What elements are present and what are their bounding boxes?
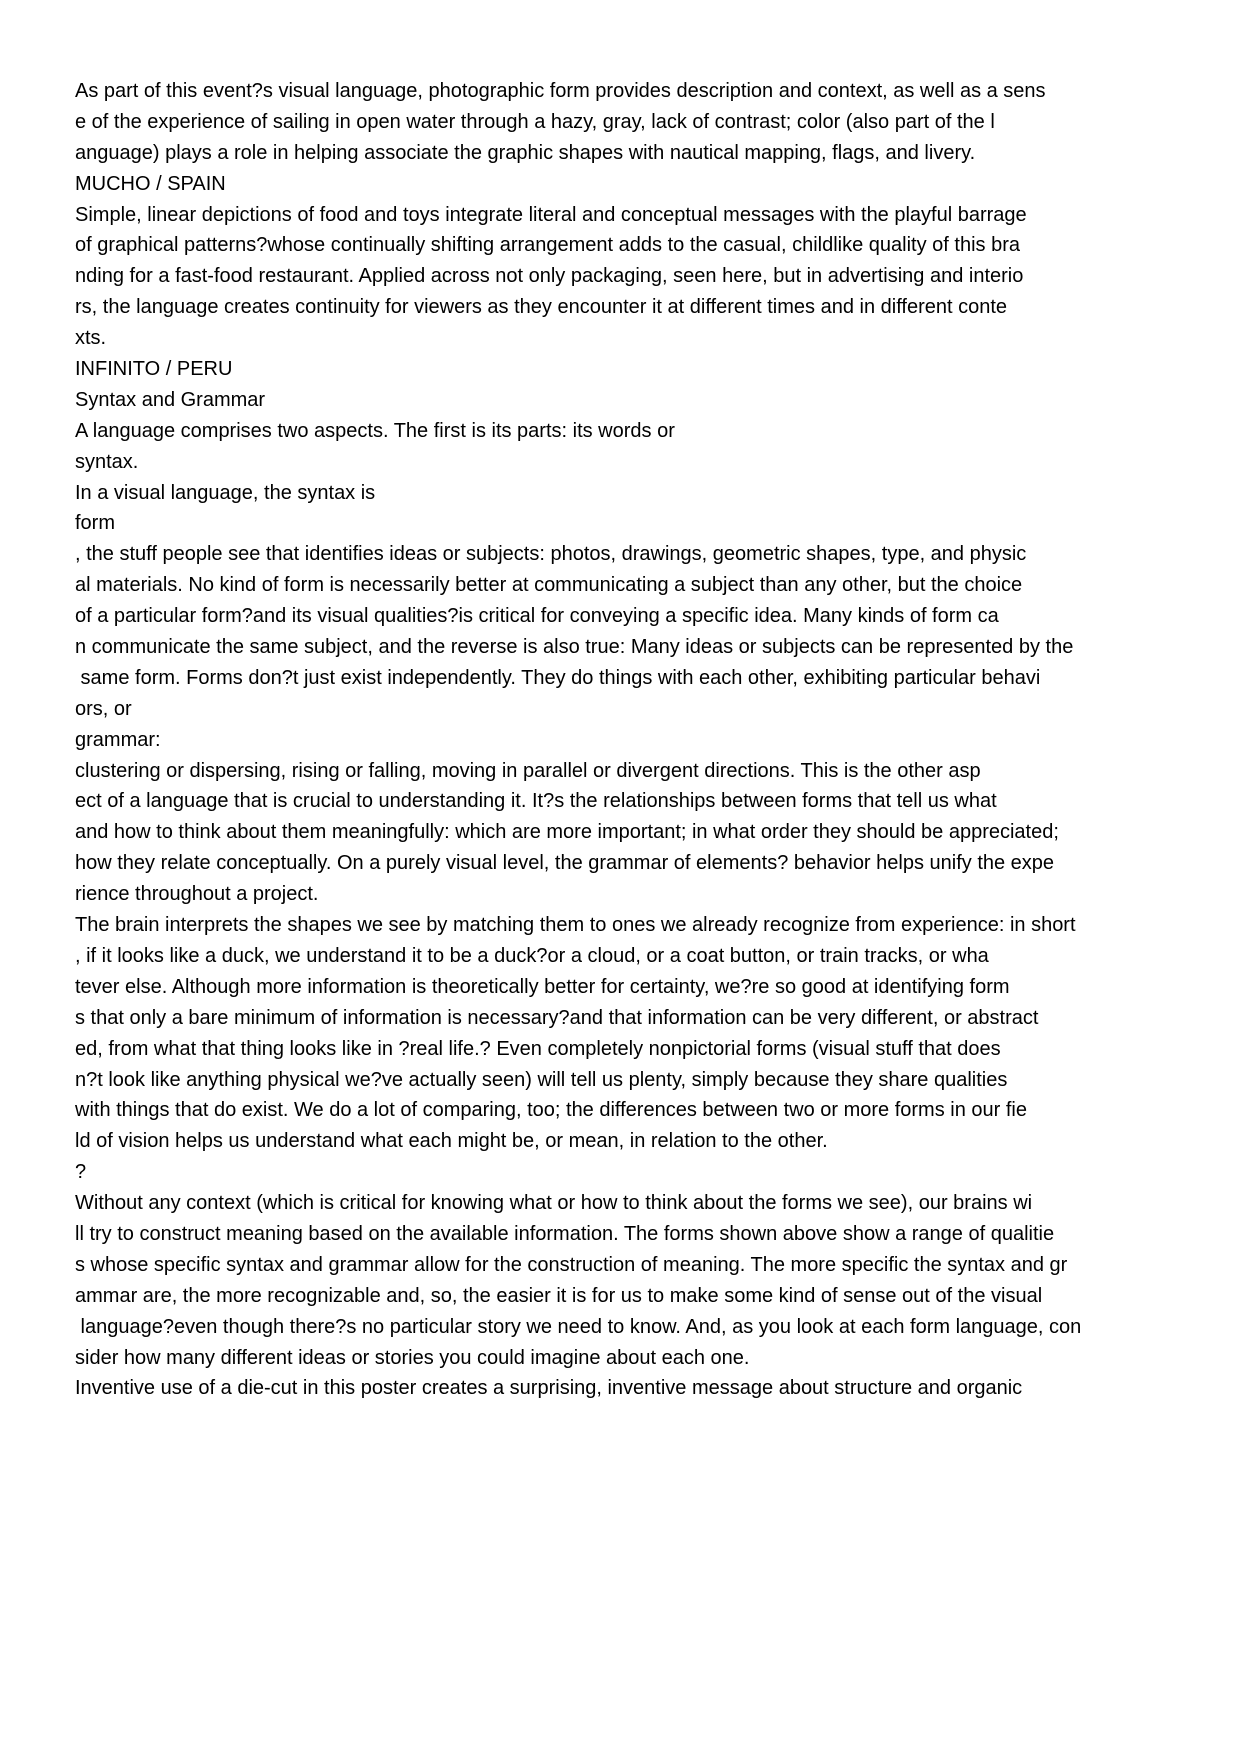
caption-heading: INFINITO / PERU: [75, 358, 233, 381]
text-line: s that only a bare minimum of information is necessary?and that information can be very different, or abstract: [75, 1006, 1039, 1029]
text-line: rience throughout a project.: [75, 883, 319, 906]
text-line: Without any context (which is critical for knowing what or how to think about the forms we see), our brains wi: [75, 1192, 1033, 1215]
text-line: A language comprises two aspects. The first is its parts: its words or: [75, 419, 675, 442]
text-line: of graphical patterns?whose continually shifting arrangement adds to the casual, childlike quality of this bra: [75, 234, 1020, 257]
text-line: sider how many different ideas or stories you could imagine about each one.: [75, 1346, 750, 1369]
text-line: al materials. No kind of form is necessarily better at communicating a subject than any other, but the choice: [75, 574, 1023, 597]
text-line: with things that do exist. We do a lot of comparing, too; the differences between two or more forms in our fie: [75, 1099, 1027, 1122]
text-line: how they relate conceptually. On a purely visual level, the grammar of elements? behavior helps unify the expe: [75, 852, 1055, 875]
text-line: ors, or: [75, 697, 132, 720]
caption-heading: MUCHO / SPAIN: [75, 172, 226, 195]
text-line: e of the experience of sailing in open water through a hazy, gray, lack of contrast; color (also part of the l: [75, 110, 995, 133]
text-line: anguage) plays a role in helping associate the graphic shapes with nautical mapping, flags, and livery.: [75, 141, 976, 164]
text-line: As part of this event?s visual language, photographic form provides description and context, as well as a sens: [75, 80, 1046, 102]
text-line: ld of vision helps us understand what each might be, or mean, in relation to the other.: [75, 1130, 828, 1153]
text-line: of a particular form?and its visual qualities?is critical for conveying a specific idea. Many kinds of form ca: [75, 605, 999, 628]
text-line: xts.: [75, 327, 107, 350]
text-line: ll try to construct meaning based on the available information. The forms shown above show a range of qualitie: [75, 1222, 1055, 1245]
text-line: grammar:: [75, 728, 161, 751]
text-line: tever else. Although more information is theoretically better for certainty, we?re so good at identifying form: [75, 975, 1010, 998]
text-line: ?: [75, 1161, 87, 1184]
text-line: Simple, linear depictions of food and toys integrate literal and conceptual messages with the playful barrage: [75, 203, 1027, 226]
text-line: ect of a language that is crucial to understanding it. It?s the relationships between forms that tell us what: [75, 790, 997, 813]
text-line: s whose specific syntax and grammar allow for the construction of meaning. The more specific the syntax and gr: [75, 1253, 1068, 1276]
text-line: Inventive use of a die-cut in this poster creates a surprising, inventive message about structure and organic: [75, 1377, 1023, 1400]
text-line: n communicate the same subject, and the reverse is also true: Many ideas or subjects can be represented by the: [75, 636, 1074, 659]
text-line: form: [75, 512, 115, 535]
text-line: clustering or dispersing, rising or falling, moving in parallel or divergent directions. This is the other asp: [75, 759, 981, 782]
text-line: In a visual language, the syntax is: [75, 481, 376, 504]
text-line: , if it looks like a duck, we understand it to be a duck?or a cloud, or a coat button, or train tracks, or wha: [75, 944, 989, 967]
text-line: ammar are, the more recognizable and, so, the easier it is for us to make some kind of sense out of the visual: [75, 1284, 1043, 1307]
text-line: , the stuff people see that identifies ideas or subjects: photos, drawings, geometric shapes, type, and physic: [75, 543, 1027, 566]
text-line: same form. Forms don?t just exist independently. They do things with each other, exhibiting particular behavi: [75, 666, 1041, 689]
document-page: [75, 76, 1195, 1404]
section-heading: Syntax and Grammar: [75, 388, 266, 411]
text-line: nding for a fast-food restaurant. Applied across not only packaging, seen here, but in advertising and interio: [75, 265, 1024, 288]
text-line: and how to think about them meaningfully: which are more important; in what order they should be appreciated;: [75, 821, 1059, 844]
text-line: syntax.: [75, 450, 139, 473]
text-line: The brain interprets the shapes we see by matching them to ones we already recognize from experience: in short: [75, 914, 1076, 937]
text-line: ed, from what that thing looks like in ?real life.? Even completely nonpictorial forms (visual stuff that does: [75, 1037, 1001, 1060]
text-line: rs, the language creates continuity for viewers as they encounter it at different times and in different conte: [75, 296, 1008, 319]
text-line: language?even though there?s no particular story we need to know. And, as you look at each form language, con: [75, 1315, 1082, 1338]
text-line: n?t look like anything physical we?ve actually seen) will tell us plenty, simply because they share qualities: [75, 1068, 1008, 1091]
